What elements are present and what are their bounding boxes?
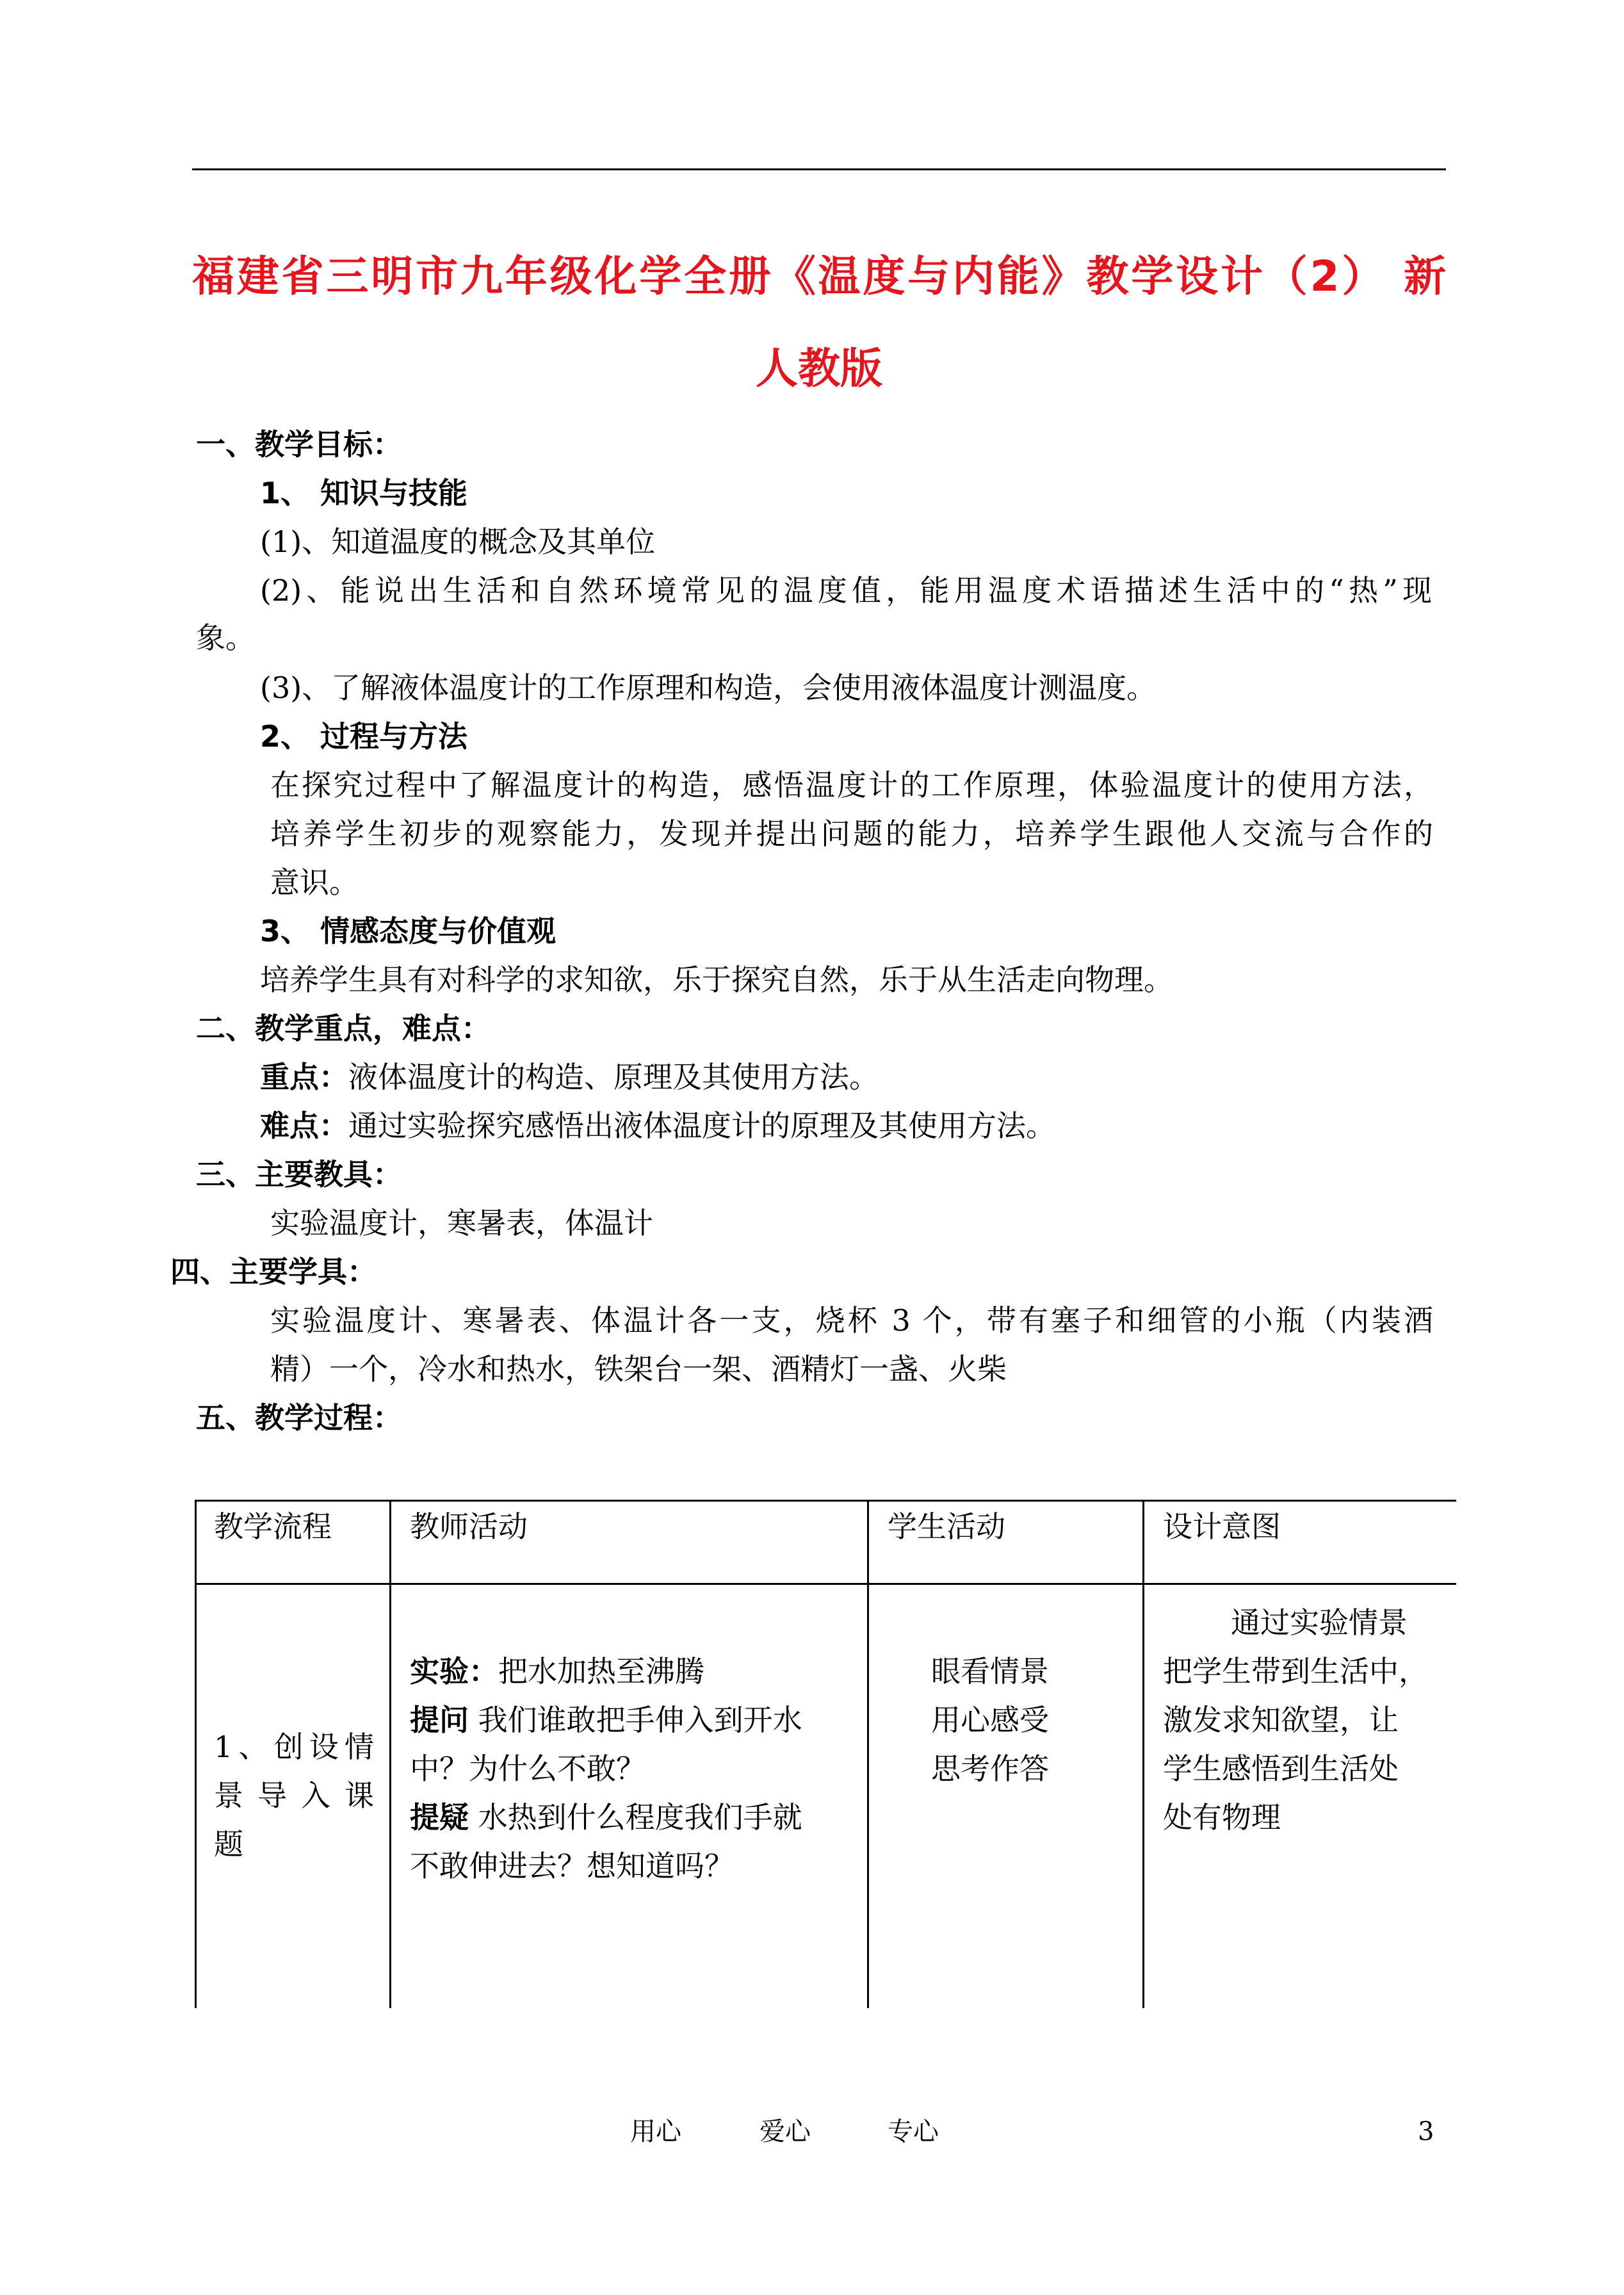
key-point-text: 液体温度计的构造、原理及其使用方法。	[348, 1060, 879, 1094]
row1-teacher-label: 实验：	[410, 1654, 498, 1689]
table-header-flow: 教学流程	[214, 1509, 332, 1544]
key-point-label: 重点：	[260, 1060, 348, 1094]
row1-teacher-line	[410, 1696, 802, 1744]
row1-intent	[1163, 1598, 1428, 1842]
table-header-border	[195, 1583, 1456, 1585]
section1-item2-line1: (2)、能说出生活和自然环境常见的温度值，能用温度术语描述生活中的“热”现	[260, 573, 1432, 608]
row1-student-line: 眼看情景	[931, 1654, 1049, 1689]
section1-para2-line1: 在探究过程中了解温度计的构造，感悟温度计的工作原理，体验温度计的使用方法，	[270, 768, 1433, 802]
table-col-border-2	[867, 1500, 869, 2008]
row1-intent-line: 把学生带到生活中，	[1163, 1654, 1428, 1689]
difficult-point-label: 难点：	[260, 1108, 348, 1143]
row1-teacher-line	[410, 1793, 802, 1842]
row1-student	[931, 1647, 1049, 1793]
section4-text-line1: 实验温度计、寒暑表、体温计各一支，烧杯 3 个，带有塞子和细管的小瓶（内装酒	[270, 1303, 1433, 1338]
row1-intent-line: 通过实验情景	[1231, 1605, 1408, 1640]
row1-teacher-text: 把水加热至沸腾	[498, 1654, 704, 1689]
row1-teacher-line	[410, 1647, 802, 1696]
row1-teacher-text: 中？为什么不敢？	[410, 1751, 646, 1786]
footer-item: 专心	[888, 2117, 939, 2146]
row1-intent-line: 处有物理	[1163, 1800, 1281, 1835]
footer-item: 爱心	[759, 2117, 811, 2146]
doc-title-line1: 福建省三明市九年级化学全册《温度与内能》教学设计（2） 新	[192, 252, 1446, 301]
row1-flow-line: 1、创设情	[214, 1730, 374, 1764]
row1-teacher-text: 水热到什么程度我们手就	[469, 1800, 802, 1835]
row1-teacher	[410, 1647, 802, 1890]
row1-teacher-text: 不敢伸进去？想知道吗？	[410, 1849, 734, 1883]
table-top-border	[195, 1500, 1456, 1502]
difficult-point-text: 通过实验探究感悟出液体温度计的原理及其使用方法。	[348, 1108, 1055, 1143]
row1-teacher-line	[410, 1744, 802, 1793]
header-rule	[192, 168, 1446, 170]
section1-item3: (3)、了解液体温度计的工作原理和构造，会使用液体温度计测温度。	[260, 670, 1157, 705]
section2-heading: 二、教学重点，难点：	[196, 1011, 491, 1046]
section1-para2-line3: 意识。	[270, 865, 359, 900]
section1-item1: (1)、知道温度的概念及其单位	[260, 524, 656, 559]
row1-teacher-line	[410, 1842, 802, 1890]
teaching-process-table	[195, 1500, 1456, 2008]
section4-heading: 四、主要学具：	[170, 1254, 377, 1289]
row1-flow	[214, 1723, 374, 1869]
row1-student-line: 思考作答	[931, 1751, 1049, 1786]
section1-heading: 一、教学目标：	[196, 427, 402, 462]
row1-intent-line: 激发求知欲望，让	[1163, 1703, 1399, 1737]
row1-flow-line: 景导入课	[214, 1778, 374, 1813]
page-number: 3	[1418, 2117, 1434, 2146]
section1-para3: 培养学生具有对科学的求知欲，乐于探究自然，乐于从生活走向物理。	[260, 962, 1173, 997]
difficult-point	[260, 1108, 1055, 1144]
section3-heading: 三、主要教具：	[196, 1157, 402, 1192]
row1-intent-line: 学生感悟到生活处	[1163, 1751, 1399, 1786]
table-header-student: 学生活动	[888, 1509, 1005, 1544]
row1-student-line: 用心感受	[931, 1703, 1049, 1737]
row1-teacher-label: 提疑	[410, 1800, 469, 1835]
key-point	[260, 1059, 879, 1095]
row1-flow-line: 题	[214, 1827, 243, 1861]
section3-text: 实验温度计，寒暑表，体温计	[270, 1206, 653, 1240]
row1-teacher-label: 提问	[410, 1703, 469, 1737]
section1-item2-line2: 象。	[196, 620, 255, 655]
table-header-intent: 设计意图	[1163, 1509, 1281, 1544]
table-col-border-3	[1142, 1500, 1144, 2008]
doc-title-line2: 人教版	[756, 344, 882, 393]
section1-sub2: 2、 过程与方法	[260, 719, 468, 754]
footer-item: 用心	[630, 2117, 681, 2146]
section1-sub1: 1、 知识与技能	[260, 476, 468, 510]
section5-heading: 五、教学过程：	[196, 1400, 402, 1435]
row1-teacher-text: 我们谁敢把手伸入到开水	[469, 1703, 802, 1737]
section1-para2-line2: 培养学生初步的观察能力，发现并提出问题的能力，培养学生跟他人交流与合作的	[270, 816, 1433, 851]
table-col-border-1	[389, 1500, 391, 2008]
section1-sub3: 3、 情感态度与价值观	[260, 914, 556, 948]
section4-text-line2: 精）一个，冷水和热水，铁架台一架、酒精灯一盏、火柴	[270, 1352, 1007, 1386]
table-col-border-0	[195, 1500, 197, 2008]
table-header-teacher: 教师活动	[410, 1509, 528, 1544]
